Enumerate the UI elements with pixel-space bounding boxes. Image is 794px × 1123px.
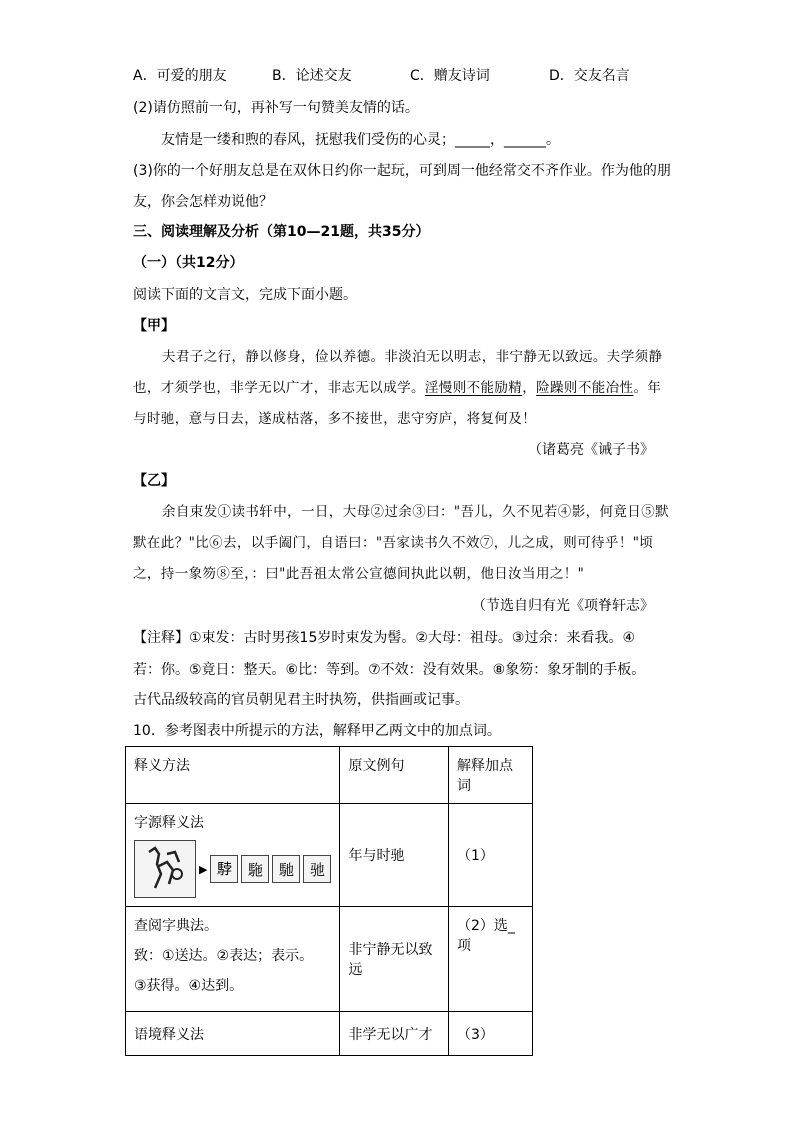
row3-example: 非学无以广才 <box>340 1012 449 1056</box>
notes-line-2: 若：你。⑤竟日：整天。⑥比：等到。⑦不效：没有效果。⑧象笏：象牙制的手板。 <box>133 662 646 678</box>
question-3-line-2: 友，你会怎样劝说他？ <box>133 194 273 210</box>
table-row <box>126 1012 533 1056</box>
jia-line-2-end: 。年 <box>633 380 662 396</box>
glyph-simplified: 驰 <box>303 855 331 883</box>
jia-underlined-1: 淫慢则不能励精 <box>424 380 523 396</box>
question-2-example: 友情是一缕和煦的春风，抚慰我们受伤的心灵；_____，______。 <box>161 132 560 148</box>
yi-source: （节选自归有光《项脊轩志》 <box>472 598 654 614</box>
option-b: B．论述交友 <box>272 68 352 84</box>
choice-options <box>0 66 794 86</box>
jia-line-1: 夫君子之行，静以修身，俭以养德。非淡泊无以明志，非宁静无以致远。夫学须静 <box>162 349 663 365</box>
row2-method-l3: ③获得。④达到。 <box>134 978 244 994</box>
oracle-horse-glyph-icon <box>134 840 196 898</box>
jia-underlined-2: 险躁则不能冶性 <box>536 380 634 396</box>
glyph-clerical: 駞 <box>241 855 269 883</box>
option-c: C．赠友诗词 <box>410 68 490 84</box>
header-method: 释义方法 <box>126 747 340 804</box>
row1-method-cell <box>126 804 340 907</box>
definition-table <box>125 746 533 1056</box>
jia-line-3: 与时驰，意与日去，遂成枯落，多不接世，悲守穷庐，将复何及！ <box>133 411 537 427</box>
row1-answer: （1） <box>448 804 532 907</box>
subsection-title: （一）（共12分） <box>133 255 244 271</box>
option-a: A．可爱的朋友 <box>133 68 227 84</box>
row2-method-l2: 致：①送达。②表达；表示。 <box>134 948 314 964</box>
question-10: 10．参考图表中所提示的方法，解释甲乙两文中的加点词。 <box>133 723 501 739</box>
glyph-seal: 𩣡 <box>210 855 238 883</box>
table-row <box>126 907 533 1012</box>
row3-answer: （3） <box>448 1012 532 1056</box>
jia-line-2 <box>133 378 661 398</box>
question-3-line-1: (3)你的一个好朋友总是在双休日约你一起玩，可到周一他经常交不齐作业。作为他的朋 <box>133 163 671 179</box>
arrow-right-icon: ▶ <box>199 862 208 876</box>
yi-label: 【乙】 <box>133 473 175 489</box>
section-title: 三、阅读理解及分析（第10—21题，共35分） <box>133 224 430 240</box>
reading-instruction: 阅读下面的文言文，完成下面小题。 <box>133 287 357 303</box>
row2-method-l1: 查阅字典法。 <box>134 918 218 934</box>
table-header-row <box>126 747 533 804</box>
header-example: 原文例句 <box>340 747 449 804</box>
notes-line-1: 【注释】①束发：古时男孩15岁时束发为髻。②大母：祖母。③过余：来看我。④ <box>133 630 636 646</box>
glyph-traditional: 馳 <box>272 855 300 883</box>
row2-method-cell <box>126 907 340 1012</box>
table-row <box>126 804 533 907</box>
jia-label: 【甲】 <box>133 318 175 334</box>
row2-answer: （2）选_项 <box>448 907 532 1012</box>
jia-line-2-start: 也，才须学也，非学无以广才，非志无以成学。 <box>133 380 425 396</box>
row3-method: 语境释义法 <box>126 1012 340 1056</box>
question-2: (2)请仿照前一句，再补写一句赞美友情的话。 <box>133 100 419 116</box>
character-evolution <box>134 840 331 898</box>
header-answer: 解释加点词 <box>448 747 532 804</box>
option-d: D．交友名言 <box>549 68 630 84</box>
jia-line-2-sep: ， <box>522 380 537 396</box>
yi-line-2: 默在此？"比⑥去，以手阖门，自语曰："吾家读书久不效⑦，儿之成，则可待乎！"顷 <box>133 535 654 551</box>
row2-example: 非宁静无以致远 <box>340 907 449 1012</box>
row1-method: 字源释义法 <box>134 815 204 831</box>
yi-line-3: 之，持一象笏⑧至，：曰"此吾祖太常公宣德间执此以朝，他日汝当用之！" <box>133 566 585 582</box>
notes-line-3: 古代品级较高的官员朝见君主时执笏，供指画或记事。 <box>133 692 469 708</box>
yi-line-1: 余自束发①读书轩中，一日，大母②过余③曰："吾儿，久不见若④影，何竟日⑤默 <box>162 504 670 520</box>
row1-example: 年与时驰 <box>340 804 449 907</box>
jia-source: （诸葛亮《诫子书》 <box>528 442 654 458</box>
